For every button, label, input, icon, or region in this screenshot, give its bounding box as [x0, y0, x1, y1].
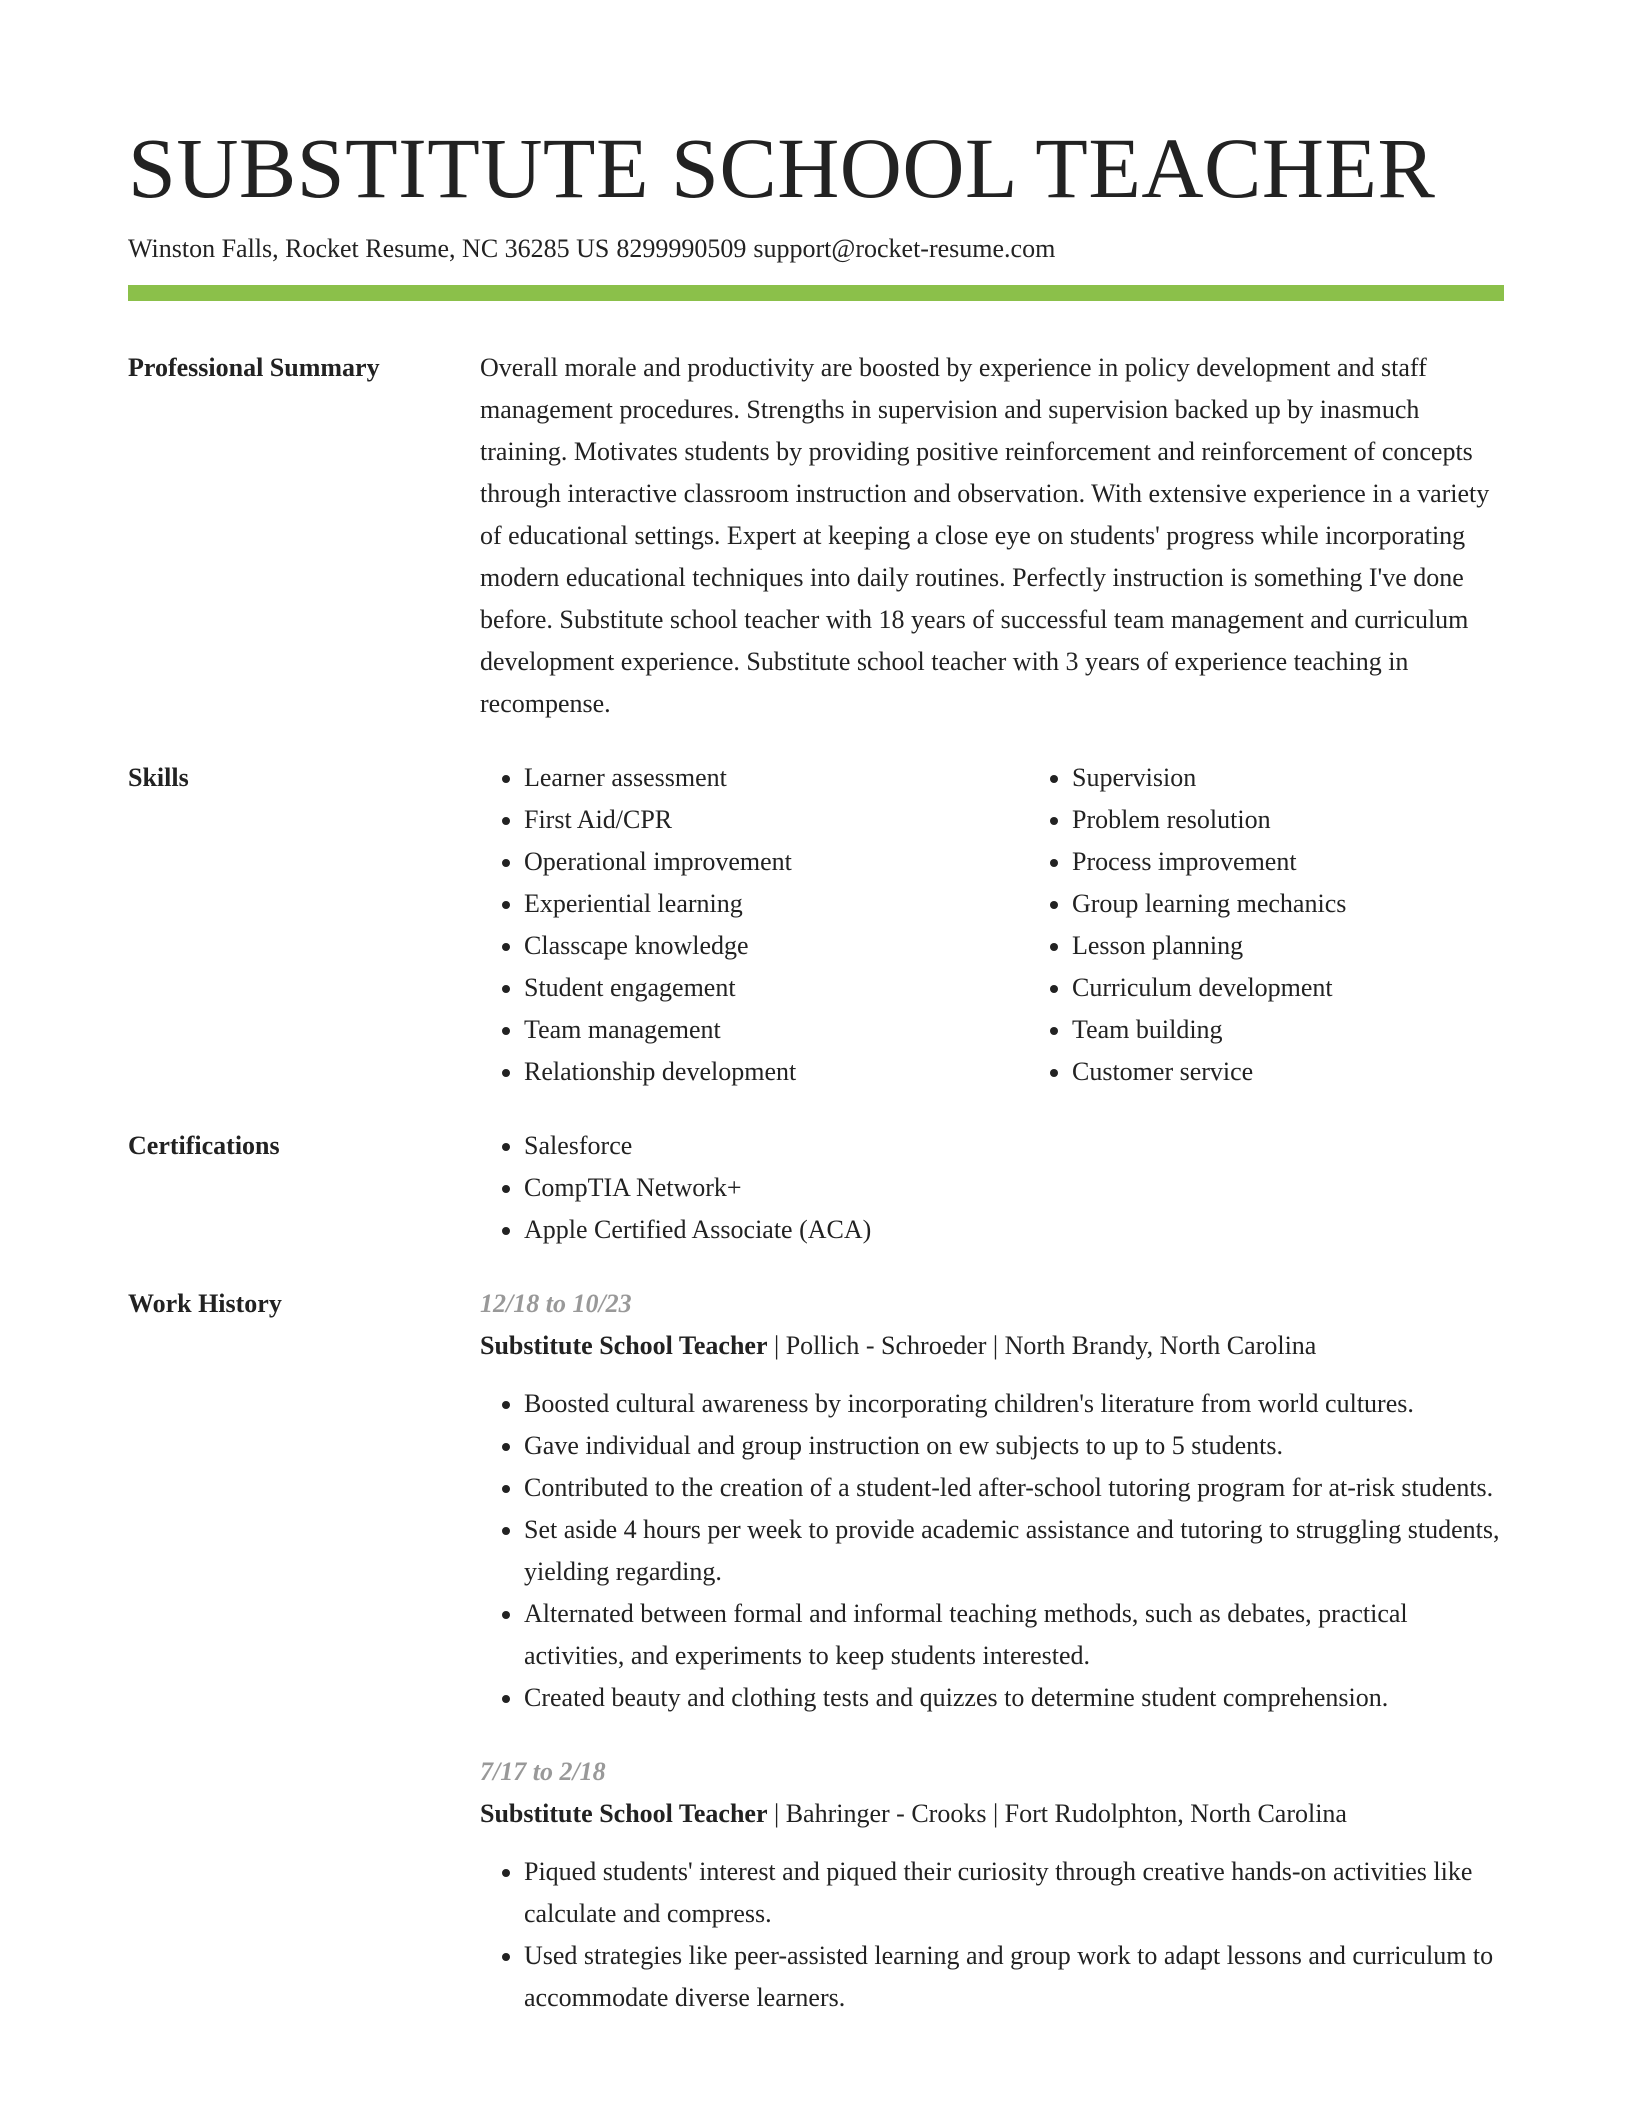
candidate-name: SUBSTITUTE SCHOOL TEACHER [128, 120, 1436, 216]
certifications-body [480, 1125, 1504, 1251]
job-bullets [480, 1851, 1504, 2019]
job-bullet: • Alternated between formal and informal teaching methods, such as debates, practical activities, and experiments to keep students interested. [524, 1593, 1504, 1677]
contact-phone: 8299990509 [616, 234, 747, 263]
skills-list-right [1028, 757, 1576, 1093]
summary-text: Overall morale and productivity are boosted by experience in policy development and staff management procedures. Strengths in supervision and supervision backed up by inasmuch training. Motivates students by providing positive reinforcement and reinforcement of concepts through interactive classroom instruction and observation. With extensive experience in a variety of educational settings. Expert at keeping a close eye on students' progress while incorporating modern educational techniques into daily routines. Perfectly instruction is something I've done before. Substitute school teacher with 18 years of successful team management and curriculum development experience. Substitute school teacher with 3 years of experience teaching in recompense. [480, 353, 1490, 718]
skill-item: • Team management [524, 1009, 1028, 1051]
skills-section [128, 757, 1504, 1093]
job-company-location: | Bahringer - Crooks | Fort Rudolphton, North Carolina [767, 1799, 1347, 1828]
work-history-section [128, 1283, 1504, 2019]
skill-item: • Classcape knowledge [524, 925, 1028, 967]
job-dates: 12/18 to 10/23 [480, 1289, 632, 1318]
resume-content [128, 347, 1504, 2051]
job-bullet: • Boosted cultural awareness by incorporating children's literature from world cultures. [524, 1383, 1504, 1425]
certification-item: • CompTIA Network+ [524, 1167, 1504, 1209]
job-title: Substitute School Teacher [480, 1331, 768, 1360]
job-bullet: • Set aside 4 hours per week to provide academic assistance and tutoring to struggling students, yielding regarding. [524, 1509, 1504, 1593]
job-bullet: • Gave individual and group instruction on ew subjects to up to 5 students. [524, 1425, 1504, 1467]
section-title-summary: Professional Summary [128, 353, 380, 382]
job-company-location: | Pollich - Schroeder | North Brandy, North Carolina [767, 1331, 1317, 1360]
section-title-certifications: Certifications [128, 1131, 280, 1160]
contact-address: Winston Falls, Rocket Resume, NC 36285 US [128, 234, 610, 263]
job-bullet: • Used strategies like peer-assisted learning and group work to adapt lessons and curriculum to accommodate diverse learners. [524, 1935, 1504, 2019]
skill-item: • Team building [1072, 1009, 1576, 1051]
skill-item: • Supervision [1072, 757, 1576, 799]
skills-columns [480, 757, 1576, 1093]
skill-item: • Lesson planning [1072, 925, 1576, 967]
skill-item: • Process improvement [1072, 841, 1576, 883]
skill-item: • First Aid/CPR [524, 799, 1028, 841]
section-title-work-history: Work History [128, 1289, 282, 1318]
job-heading [480, 1793, 1504, 1835]
job-bullet: • Contributed to the creation of a student-led after-school tutoring program for at-risk students. [524, 1467, 1504, 1509]
skills-list-left [480, 757, 1028, 1093]
skill-item: • Group learning mechanics [1072, 883, 1576, 925]
skill-item: • Experiential learning [524, 883, 1028, 925]
job-heading [480, 1325, 1504, 1367]
skill-item: • Curriculum development [1072, 967, 1576, 1009]
contact-email: support@rocket-resume.com [753, 234, 1056, 263]
job-entry [480, 1283, 1504, 1719]
certification-item: • Apple Certified Associate (ACA) [524, 1209, 1504, 1251]
job-title: Substitute School Teacher [480, 1799, 768, 1828]
skill-item: • Learner assessment [524, 757, 1028, 799]
work-history-body [480, 1283, 1504, 2019]
summary-body [480, 347, 1504, 725]
contact-line [128, 232, 1055, 266]
job-bullets [480, 1383, 1504, 1719]
section-title-skills: Skills [128, 763, 189, 792]
skill-item: • Relationship development [524, 1051, 1028, 1093]
skill-item: • Student engagement [524, 967, 1028, 1009]
skill-item: • Problem resolution [1072, 799, 1576, 841]
certification-item: • Salesforce [524, 1125, 1504, 1167]
certifications-list [480, 1125, 1504, 1251]
header-divider [128, 285, 1504, 301]
summary-section [128, 347, 1504, 725]
job-bullet: • Piqued students' interest and piqued their curiosity through creative hands-on activities like calculate and compress. [524, 1851, 1504, 1935]
job-dates: 7/17 to 2/18 [480, 1757, 606, 1786]
skill-item: • Operational improvement [524, 841, 1028, 883]
job-entry [480, 1751, 1504, 2019]
job-bullet: • Created beauty and clothing tests and quizzes to determine student comprehension. [524, 1677, 1504, 1719]
certifications-section [128, 1125, 1504, 1251]
skill-item: • Customer service [1072, 1051, 1576, 1093]
